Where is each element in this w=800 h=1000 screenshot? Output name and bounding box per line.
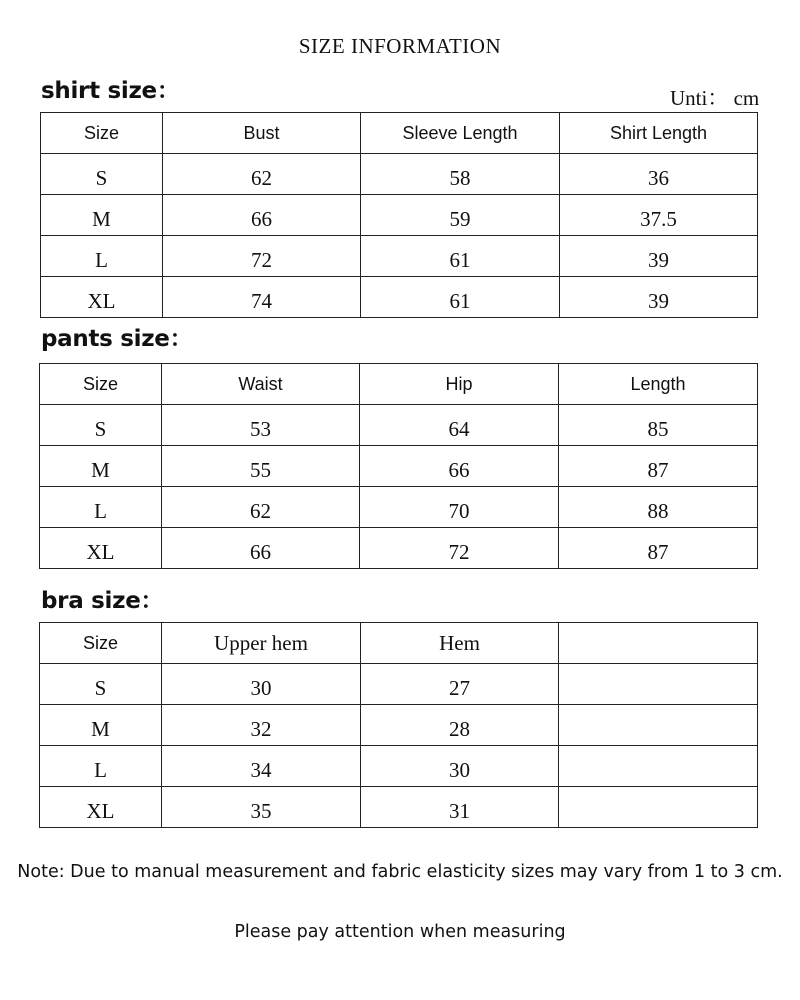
page-title: SIZE INFORMATION [298, 34, 502, 58]
table-row [40, 528, 758, 569]
table-row [40, 487, 758, 528]
header-upper-hem: Upper hem [162, 623, 361, 664]
table-row [41, 154, 758, 195]
cell-size: S [40, 664, 162, 705]
table-row [40, 446, 758, 487]
cell-waist: 55 [162, 446, 360, 487]
table-header-row [41, 113, 758, 154]
header-hip: Hip [360, 364, 559, 405]
cell-shirt-length: 39 [560, 277, 758, 318]
cell-upper-hem: 35 [162, 787, 361, 828]
header-sleeve-length: Sleeve Length [361, 113, 560, 154]
cell-upper-hem: 34 [162, 746, 361, 787]
cell-hip: 72 [360, 528, 559, 569]
cell-hem: 27 [361, 664, 559, 705]
header-bust: Bust [163, 113, 361, 154]
cell-size: L [40, 487, 162, 528]
shirt-size-table [40, 112, 758, 318]
shirt-size-heading: shirt size： [41, 78, 180, 104]
cell-waist: 62 [162, 487, 360, 528]
cell-hip: 64 [360, 405, 559, 446]
cell-length: 88 [559, 487, 758, 528]
cell-size: L [41, 236, 163, 277]
bra-size-heading: bra size： [41, 588, 164, 614]
cell-empty [559, 705, 758, 746]
cell-waist: 66 [162, 528, 360, 569]
cell-size: XL [40, 528, 162, 569]
table-row [41, 236, 758, 277]
cell-bust: 74 [163, 277, 361, 318]
pants-size-table [39, 363, 758, 569]
table-row [40, 746, 758, 787]
cell-size: M [40, 446, 162, 487]
header-waist: Waist [162, 364, 360, 405]
cell-shirt-length: 37.5 [560, 195, 758, 236]
cell-length: 87 [559, 528, 758, 569]
table-row [41, 277, 758, 318]
cell-hip: 70 [360, 487, 559, 528]
header-size: Size [40, 623, 162, 664]
cell-shirt-length: 39 [560, 236, 758, 277]
cell-size: XL [41, 277, 163, 318]
bra-size-table [39, 622, 758, 828]
cell-size: M [41, 195, 163, 236]
header-hem: Hem [361, 623, 559, 664]
cell-waist: 53 [162, 405, 360, 446]
unit-label: Unti： cm [670, 86, 760, 110]
cell-upper-hem: 32 [162, 705, 361, 746]
cell-shirt-length: 36 [560, 154, 758, 195]
cell-length: 87 [559, 446, 758, 487]
table-row [40, 664, 758, 705]
pants-size-heading: pants size： [41, 326, 193, 352]
cell-hem: 28 [361, 705, 559, 746]
table-row [40, 705, 758, 746]
cell-empty [559, 746, 758, 787]
cell-empty [559, 664, 758, 705]
header-length: Length [559, 364, 758, 405]
header-empty [559, 623, 758, 664]
header-shirt-length: Shirt Length [560, 113, 758, 154]
cell-size: XL [40, 787, 162, 828]
header-size: Size [41, 113, 163, 154]
cell-sleeve-length: 58 [361, 154, 560, 195]
measurement-note: Note: Due to manual measurement and fabric elasticity sizes may vary from 1 to 3 cm. [17, 862, 783, 882]
cell-hem: 30 [361, 746, 559, 787]
cell-sleeve-length: 59 [361, 195, 560, 236]
cell-sleeve-length: 61 [361, 277, 560, 318]
table-row [41, 195, 758, 236]
table-row [40, 405, 758, 446]
cell-empty [559, 787, 758, 828]
cell-hem: 31 [361, 787, 559, 828]
cell-hip: 66 [360, 446, 559, 487]
table-row [40, 787, 758, 828]
cell-bust: 72 [163, 236, 361, 277]
cell-size: S [40, 405, 162, 446]
cell-size: M [40, 705, 162, 746]
table-header-row [40, 364, 758, 405]
cell-size: L [40, 746, 162, 787]
cell-sleeve-length: 61 [361, 236, 560, 277]
header-size: Size [40, 364, 162, 405]
cell-upper-hem: 30 [162, 664, 361, 705]
cell-bust: 62 [163, 154, 361, 195]
attention-note: Please pay attention when measuring [234, 922, 566, 942]
cell-size: S [41, 154, 163, 195]
cell-bust: 66 [163, 195, 361, 236]
table-header-row [40, 623, 758, 664]
cell-length: 85 [559, 405, 758, 446]
